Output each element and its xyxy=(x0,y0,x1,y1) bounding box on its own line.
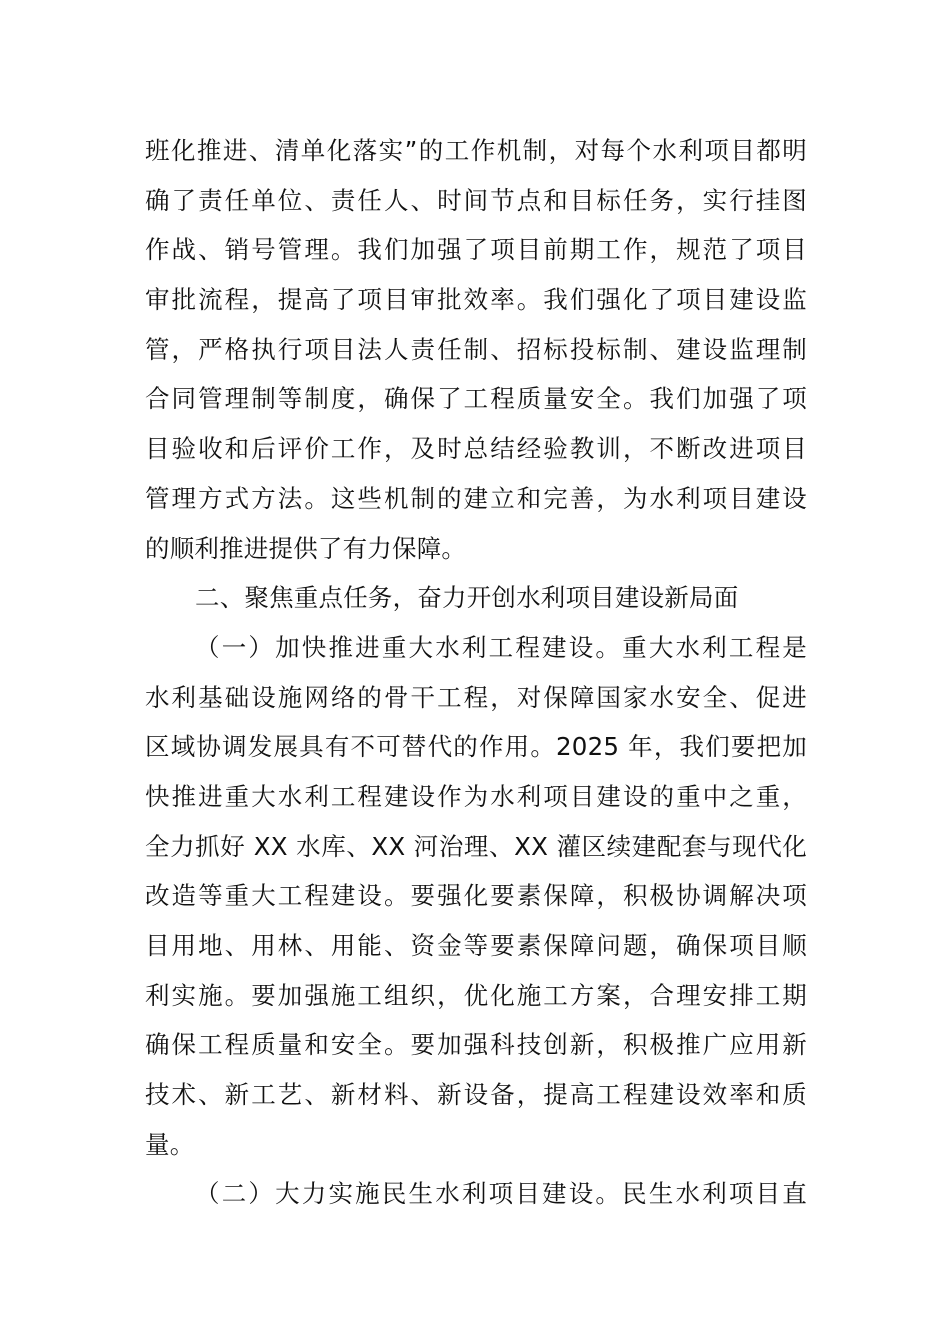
document-body xyxy=(145,126,807,1219)
text-line: 确保工程质量和安全。要加强科技创新，积极推广应用新 xyxy=(145,1030,807,1060)
text-line: 区域协调发展具有不可替代的作用。2025 年，我们要把加 xyxy=(145,732,807,762)
text-line: 合同管理制等制度，确保了工程质量安全。我们加强了项 xyxy=(145,384,807,414)
text-line: 量。 xyxy=(145,1129,195,1159)
text-line: 作战、销号管理。我们加强了项目前期工作，规范了项目 xyxy=(145,235,807,265)
text-line: 目用地、用林、用能、资金等要素保障问题，确保项目顺 xyxy=(145,931,807,960)
section-heading: 二、聚焦重点任务，奋力开创水利项目建设新局面 xyxy=(195,583,739,613)
text-line: 班化推进、清单化落实”的工作机制，对每个水利项目都明 xyxy=(145,136,807,165)
text-line: 的顺利推进提供了有力保障。 xyxy=(145,533,467,563)
paragraph-livelihood-projects xyxy=(145,1169,807,1219)
text-line: 全力抓好 XX 水库、XX 河治理、XX 灌区续建配套与现代化 xyxy=(145,831,807,861)
text-line: 目验收和后评价工作，及时总结经验教训，不断改进项目 xyxy=(145,434,807,464)
paragraph-major-projects xyxy=(145,623,807,1170)
text-line: 水利基础设施网络的骨干工程，对保障国家水安全、促进 xyxy=(145,682,807,712)
paragraph-mechanism xyxy=(145,126,807,573)
text-line: （二）大力实施民生水利项目建设。民生水利项目直 xyxy=(195,1179,807,1209)
text-line: 审批流程，提高了项目审批效率。我们强化了项目建设监 xyxy=(145,285,807,315)
text-line: 改造等重大工程建设。要强化要素保障，积极协调解决项 xyxy=(145,881,807,911)
text-line: 快推进重大水利工程建设作为水利项目建设的重中之重， xyxy=(145,781,807,811)
text-line: 管，严格执行项目法人责任制、招标投标制、建设监理制 xyxy=(145,334,807,364)
text-line: 确了责任单位、责任人、时间节点和目标任务，实行挂图 xyxy=(145,185,807,215)
text-line: （一）加快推进重大水利工程建设。重大水利工程是 xyxy=(195,632,807,662)
text-line: 管理方式方法。这些机制的建立和完善，为水利项目建设 xyxy=(145,483,807,513)
text-line: 利实施。要加强施工组织，优化施工方案，合理安排工期 xyxy=(145,980,807,1010)
text-line: 技术、新工艺、新材料、新设备，提高工程建设效率和质 xyxy=(145,1080,807,1110)
